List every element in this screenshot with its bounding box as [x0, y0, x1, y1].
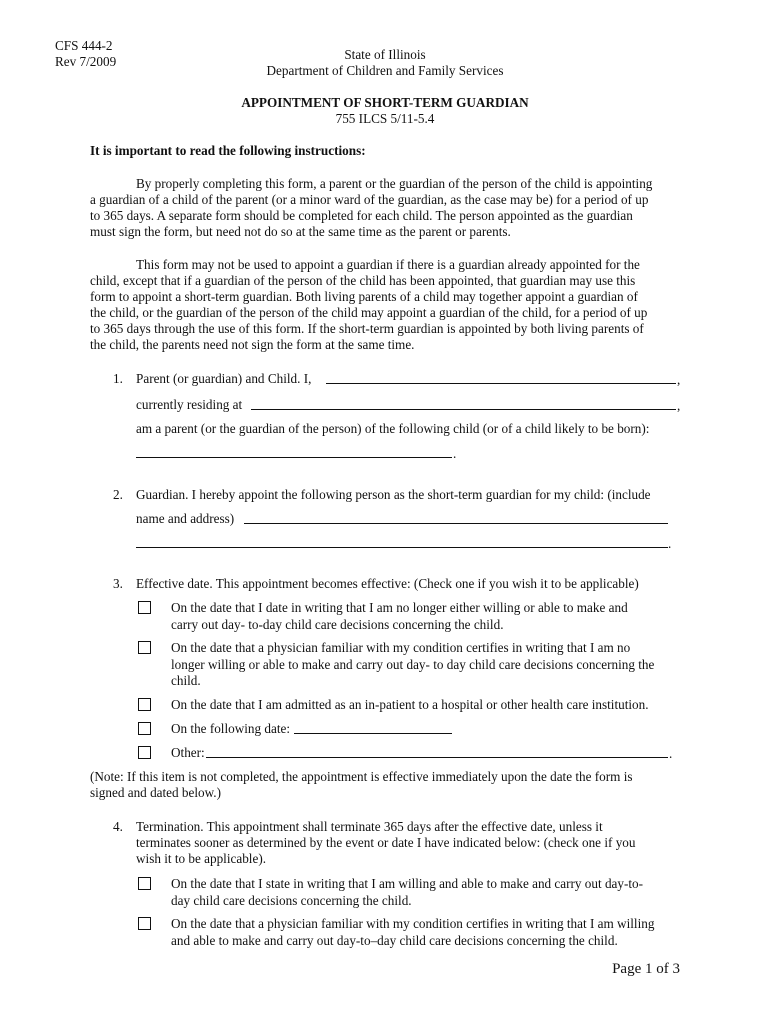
effective-option-physician [171, 640, 681, 690]
statute-reference: 755 ILCS 5/11-5.4 [335, 111, 435, 126]
termination-checkbox-written-notice[interactable] [138, 877, 151, 890]
section-number: 3. [113, 576, 123, 591]
child-name-field[interactable] [136, 445, 452, 458]
option-line: and able to make and carry out day-to–day child care decisions concerning the child. [171, 932, 618, 948]
option-line: carry out day- to-day child care decisions concerning the child. [171, 616, 504, 632]
residence-label: currently residing at [136, 397, 243, 412]
intro-line: the child, the parents need not sign the form at the same time. [90, 337, 415, 352]
intro-line: form to appoint a short-term guardian. Both living parents of a child may together appoint a guardian of [90, 289, 638, 304]
termination-line: wish it to be applicable). [136, 851, 267, 866]
instructions-heading: It is important to read the following instructions: [90, 143, 366, 158]
option-line: child. [171, 673, 201, 688]
comma: , [677, 398, 681, 413]
option-line: On the date that a physician familiar with my condition certifies in writing that I am willing [171, 916, 655, 931]
residence-field[interactable] [251, 397, 676, 410]
effective-date-checkbox-written-notice[interactable] [138, 601, 151, 614]
termination-option-written-notice [171, 876, 681, 909]
following-date-field[interactable] [294, 721, 452, 734]
intro-line: to 365 days. A separate form should be completed for each child. The person appointed as the guardian [90, 208, 633, 223]
state-name: State of Illinois [344, 47, 426, 62]
note-line: signed and dated below.) [90, 785, 221, 800]
guardian-name-address-field[interactable] [244, 511, 668, 524]
effective-date-checkbox-hospital[interactable] [138, 698, 151, 711]
form-title: APPOINTMENT OF SHORT-TERM GUARDIAN [241, 95, 529, 110]
intro-line: This form may not be used to appoint a guardian if there is a guardian already appointed for the [136, 257, 640, 272]
period: . [668, 536, 672, 551]
following-date-label: On the following date: [171, 721, 291, 736]
effective-date-checkbox-following-date[interactable] [138, 722, 151, 735]
option-line: On the date that I am admitted as an in-patient to a hospital or other health care institution. [171, 697, 649, 712]
page-number: Page 1 of 3 [612, 961, 680, 977]
option-line: On the date that I state in writing that I am willing and able to make and carry out day-to- [171, 876, 644, 891]
period: . [453, 446, 457, 461]
intro-line: a guardian of a child of the parent (or a minor ward of the guardian, as the case may be) for a period of up [90, 192, 649, 207]
effective-option-hospital [171, 697, 681, 714]
intro-line: child, except that if a guardian of the person of the child has been appointed, that guardian may use this [90, 273, 636, 288]
effective-date-checkbox-physician[interactable] [138, 641, 151, 654]
intro-line: the child, or the guardian of the person of the child may appoint a guardian of the child, for a period of up [90, 305, 648, 320]
option-line: longer willing or able to make and carry out day- to day child care decisions concerning the [171, 656, 655, 672]
guardian-name-label: name and address) [136, 511, 235, 526]
note-line: (Note: If this item is not completed, the appointment is effective immediately upon the date the form is [90, 769, 633, 784]
form-revision: Rev 7/2009 [55, 54, 117, 69]
effective-date-checkbox-other[interactable] [138, 746, 151, 759]
period: . [669, 746, 673, 761]
intro-line: By properly completing this form, a parent or the guardian of the person of the child is appointing [136, 176, 653, 191]
other-field[interactable] [206, 745, 668, 758]
termination-line: terminates sooner as determined by the event or date I have indicated below: (check one if you [136, 835, 636, 850]
section-number: 4. [113, 819, 123, 834]
guardian-label: Guardian. I hereby appoint the following person as the short-term guardian for my child: (include [136, 487, 651, 502]
form-number: CFS 444-2 [55, 38, 113, 53]
intro-line: must sign the form, but need not do so at the same time as the parent or parents. [90, 224, 511, 239]
section-number: 1. [113, 371, 123, 386]
termination-option-physician [171, 916, 681, 949]
option-line: day child care decisions concerning the child. [171, 892, 412, 908]
option-line: On the date that I date in writing that I am no longer either willing or able to make and [171, 600, 628, 615]
department-name: Department of Children and Family Services [266, 63, 504, 78]
option-line: On the date that a physician familiar with my condition certifies in writing that I am no [171, 640, 631, 655]
effective-option-written-notice [171, 600, 681, 633]
guardian-address-field[interactable] [136, 535, 668, 548]
comma: , [677, 372, 681, 387]
child-label: am a parent (or the guardian of the person) of the following child (or of a child likely to be born): [136, 421, 650, 436]
intro-line: to 365 days through the use of this form. If the short-term guardian is appointed by both living parents of [90, 321, 644, 336]
parent-label: Parent (or guardian) and Child. I, [136, 371, 312, 386]
other-label: Other: [171, 745, 205, 760]
effective-date-label: Effective date. This appointment becomes effective: (Check one if you wish it to be applicable) [136, 576, 639, 591]
parent-name-field[interactable] [326, 371, 676, 384]
termination-line: Termination. This appointment shall terminate 365 days after the effective date, unless it [136, 819, 603, 834]
section-number: 2. [113, 487, 123, 502]
termination-checkbox-physician[interactable] [138, 917, 151, 930]
